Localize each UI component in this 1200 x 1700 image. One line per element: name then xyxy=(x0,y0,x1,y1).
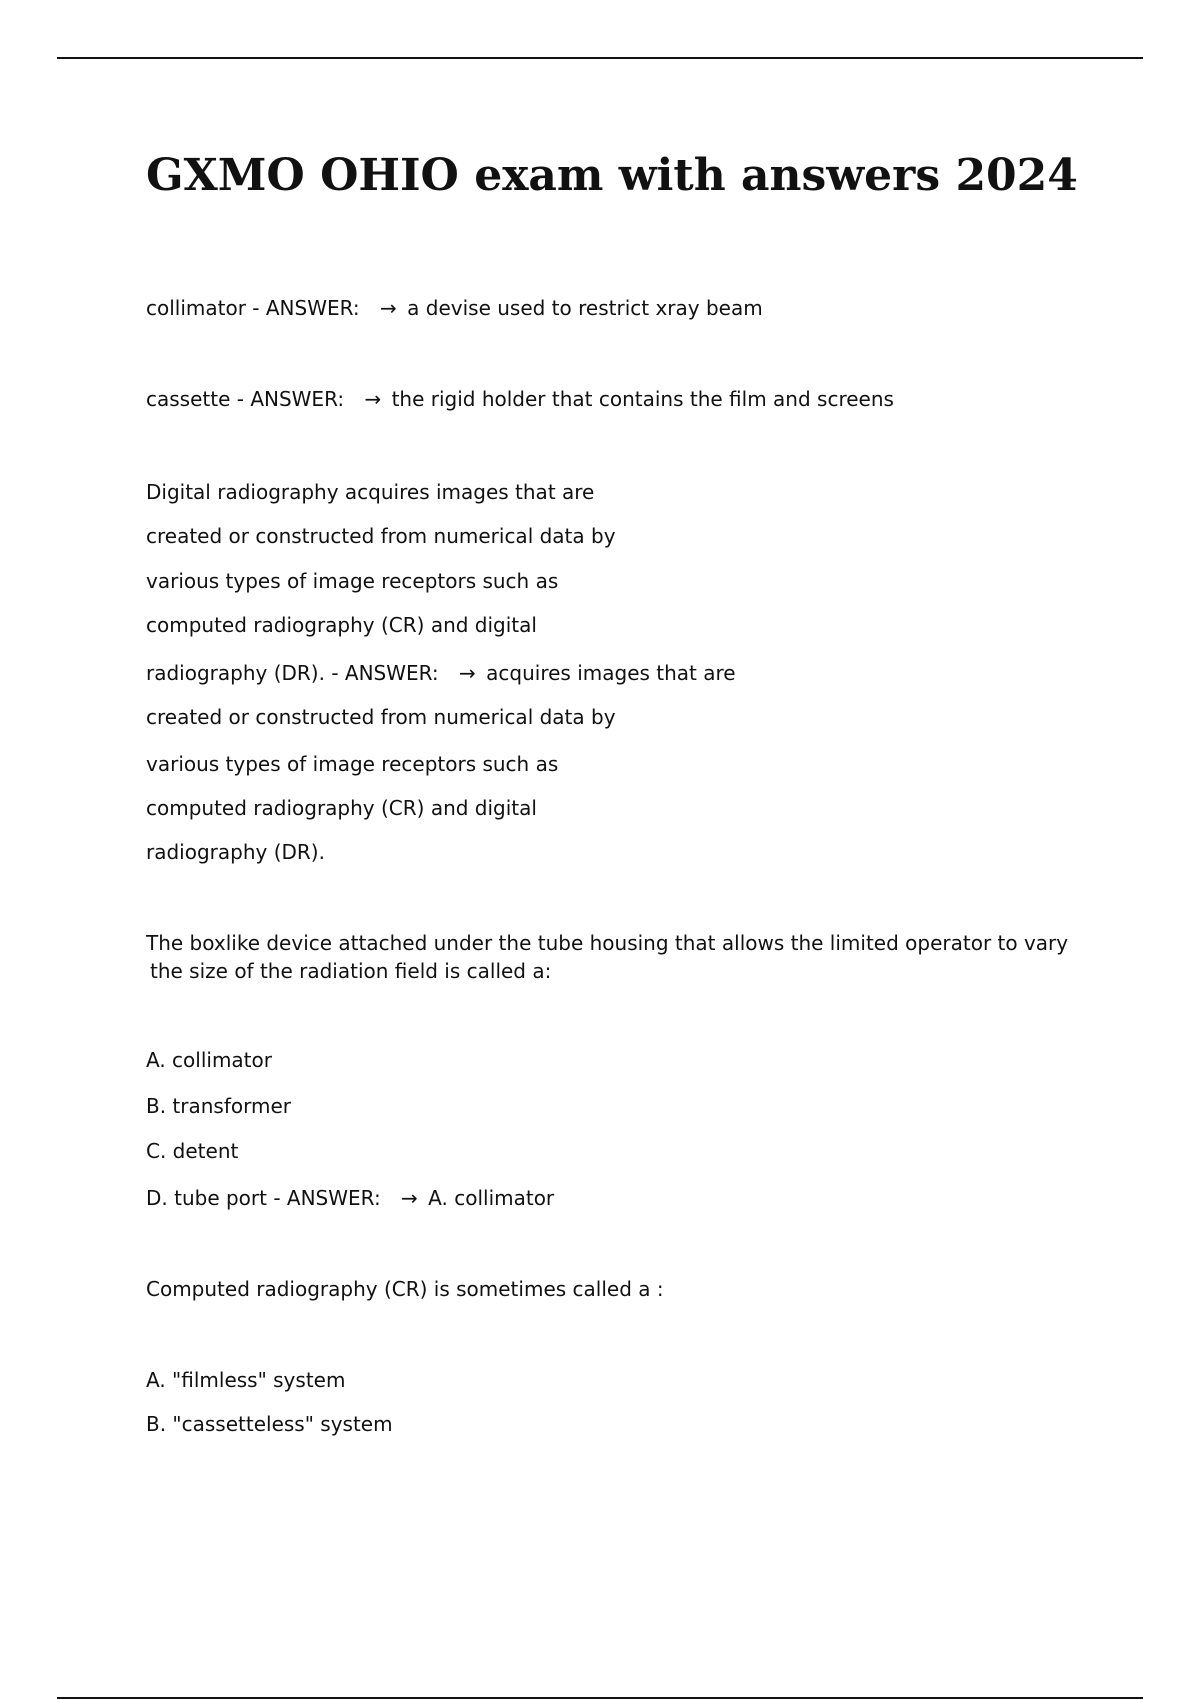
digital-answer-line-3: various types of image receptors such as xyxy=(146,752,559,776)
answer-text: the rigid holder that contains the film and screens xyxy=(391,387,894,411)
boxlike-option-d xyxy=(146,1184,554,1212)
top-rule xyxy=(57,57,1143,59)
cr-option-a: A. "filmless" system xyxy=(146,1368,346,1392)
boxlike-question-line-1: The boxlike device attached under the tube housing that allows the limited operator to vary xyxy=(146,931,1069,955)
digital-answer-line-5: radiography (DR). xyxy=(146,840,325,864)
digital-question-line-4: computed radiography (CR) and digital xyxy=(146,613,537,637)
answer-text: A. collimator xyxy=(428,1186,555,1210)
arrow-icon: → xyxy=(401,1186,418,1210)
digital-answer-line-2: created or constructed from numerical data by xyxy=(146,705,616,729)
question-text: D. tube port - ANSWER: xyxy=(146,1186,381,1210)
qa-collimator xyxy=(146,294,763,322)
answer-text: a devise used to restrict xray beam xyxy=(407,296,763,320)
question-text: cassette - ANSWER: xyxy=(146,387,345,411)
answer-text: acquires images that are xyxy=(486,661,736,685)
digital-question-line-1: Digital radiography acquires images that are xyxy=(146,480,595,504)
boxlike-option-a: A. collimator xyxy=(146,1048,272,1072)
digital-answer-line xyxy=(146,659,736,687)
arrow-icon: → xyxy=(380,296,397,320)
question-text: radiography (DR). - ANSWER: xyxy=(146,661,439,685)
digital-question-line-3: various types of image receptors such as xyxy=(146,569,559,593)
qa-cassette xyxy=(146,385,894,413)
boxlike-question-line-2: the size of the radiation field is called a: xyxy=(150,959,552,983)
digital-answer-line-4: computed radiography (CR) and digital xyxy=(146,796,537,820)
bottom-rule xyxy=(57,1697,1143,1699)
cr-question: Computed radiography (CR) is sometimes called a : xyxy=(146,1277,664,1301)
question-text: collimator - ANSWER: xyxy=(146,296,360,320)
arrow-icon: → xyxy=(459,661,476,685)
arrow-icon: → xyxy=(364,387,382,411)
cr-option-b: B. "cassetteless" system xyxy=(146,1412,393,1436)
document-title: GXMO OHIO exam with answers 2024 xyxy=(146,150,1078,201)
digital-question-line-2: created or constructed from numerical data by xyxy=(146,524,616,548)
boxlike-option-b: B. transformer xyxy=(146,1094,292,1118)
boxlike-option-c: C. detent xyxy=(146,1139,239,1163)
